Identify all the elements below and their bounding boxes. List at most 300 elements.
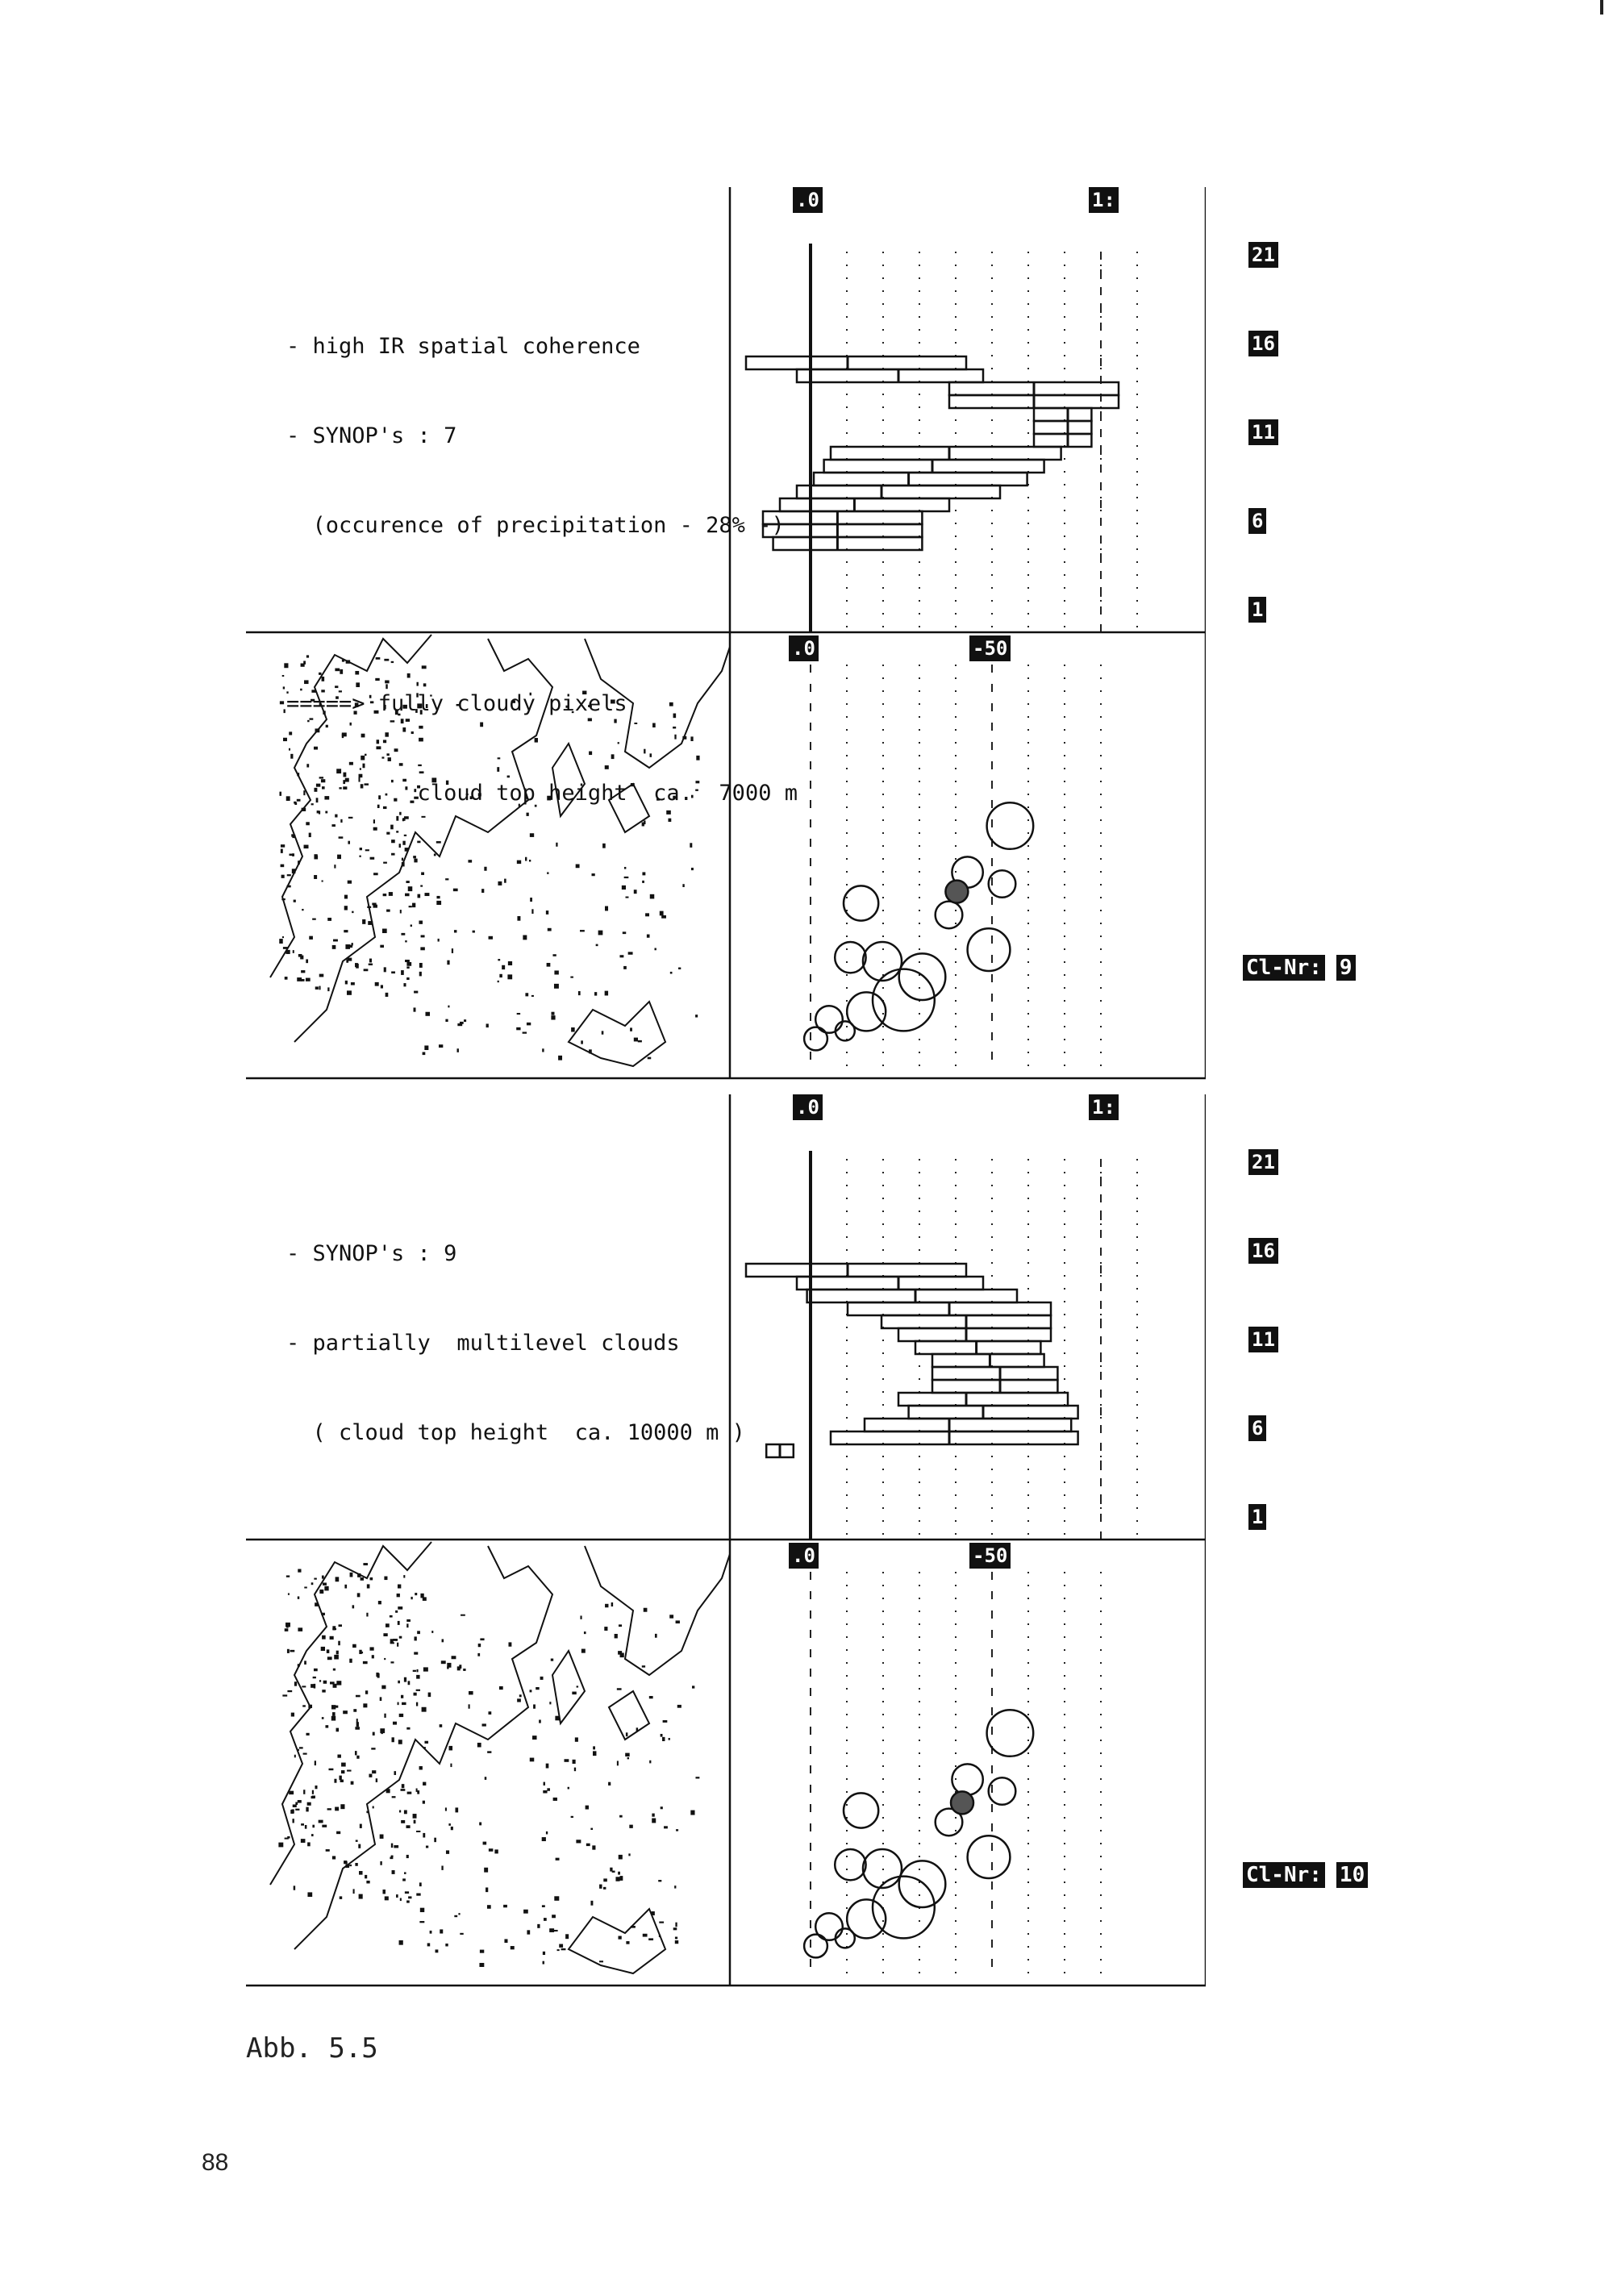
map-speckle [386,1789,390,1793]
map-speckle [477,1743,481,1748]
map-speckle [676,1620,680,1623]
map-speckle [612,1871,615,1873]
cluster-label: Cl-Nr: [1243,955,1325,981]
map-speckle [659,1922,664,1923]
map-speckle [353,1709,356,1712]
bar [797,1277,983,1290]
level-label: 21 [1248,1149,1278,1175]
map-speckle [405,940,406,942]
map-speckle [423,1667,428,1671]
map-speckle [482,1723,486,1726]
scatter-axis-label-right: -50 [969,1543,1011,1569]
map-speckle [477,1653,480,1656]
map-speckle [619,1624,622,1627]
map-speckle [479,1963,484,1967]
scatter-circle [899,1861,946,1907]
map-speckle [297,1749,298,1751]
map-speckle [565,1759,569,1762]
bar-axis-label-right: 1: [1089,187,1119,213]
cluster-number: 10 [1336,1862,1368,1888]
map-speckle [399,1636,402,1639]
map-speckle [400,1898,402,1902]
map-speckle [530,1690,532,1692]
bar [780,498,949,511]
scatter-circle [844,885,878,920]
scatter-circle [836,1021,855,1040]
map-speckle [355,963,358,967]
map-speckle [599,1885,602,1889]
map-speckle [401,933,405,935]
level-label: 1 [1248,597,1266,623]
map-speckle [288,1593,290,1594]
figure-panel-bottom [246,1094,1365,1990]
map-speckle [543,1952,545,1955]
map-speckle [385,1896,389,1900]
map-speckle [426,1846,428,1848]
map-speckle [411,1597,412,1599]
map-speckle [691,868,694,870]
map-speckle [675,1940,678,1944]
map-speckle [574,1768,576,1772]
map-speckle [642,872,645,875]
map-speckle [408,1681,411,1685]
map-speckle [531,995,534,997]
map-speckle [406,1619,411,1622]
map-speckle [378,1601,381,1604]
map-speckle [652,1819,656,1823]
map-speckle [319,974,324,977]
map-speckle [420,947,424,950]
map-speckle [356,1756,359,1759]
map-speckle [306,978,311,981]
map-speckle [303,1753,307,1755]
bar [909,1406,1078,1419]
map-speckle [436,1949,439,1952]
map-speckle [334,1655,339,1660]
scatter-circle [968,928,1011,971]
map-speckle [659,1935,661,1937]
map-speckle [678,968,681,969]
map-speckle [282,675,285,677]
map-speckle [408,886,413,891]
map-speckle [695,1777,699,1778]
map-speckle [542,1905,545,1907]
map-speckle [380,1697,382,1701]
map-speckle [486,1887,488,1892]
map-speckle [552,1012,555,1015]
map-speckle [290,1650,294,1652]
map-speckle [551,1659,553,1661]
map-speckle [464,1019,466,1022]
map-speckle [439,1044,443,1048]
map-speckle [298,1800,302,1803]
map-speckle [365,1875,367,1878]
map-speckle [661,1734,663,1737]
map-speckle [445,1807,447,1811]
map-speckle [298,954,302,957]
scatter-circle [844,1793,878,1827]
map-speckle [454,1915,457,1917]
map-speckle [441,1865,443,1869]
map-speckle [285,1628,289,1631]
map-speckle [363,1661,368,1664]
map-speckle [373,873,378,875]
map-speckle [414,1652,418,1654]
map-speckle [344,1861,347,1862]
map-speckle [345,1864,349,1868]
map-speckle [647,935,650,938]
map-speckle [369,1774,372,1777]
map-speckle [453,889,458,892]
map-speckle [620,1652,624,1657]
map-speckle [655,1634,657,1638]
map-speckle [620,1876,623,1881]
bar [797,485,1000,498]
map-speckle [392,1796,396,1798]
map-speckle [645,913,649,916]
bar [1034,421,1091,434]
map-speckle [361,1577,364,1581]
map-speckle [322,1825,327,1827]
map-speckle [404,1677,406,1682]
map-speckle [581,1649,586,1653]
map-speckle [359,1871,363,1875]
map-speckle [306,1807,308,1812]
map-speckle [542,1837,546,1841]
bar-plot [746,356,1119,550]
level-label: 21 [1248,242,1278,268]
map-speckle [362,919,365,924]
map-speckle [307,1802,311,1806]
bar [915,1341,1040,1354]
annotation-line: - SYNOP's : 7 [286,423,457,448]
map-speckle [382,929,387,934]
map-speckle [356,1840,358,1841]
map-speckle [546,1764,549,1769]
map-speckle [404,1810,407,1814]
map-speckle [396,1894,398,1898]
cluster-label-group [1243,1862,1368,1888]
map-speckle [393,1639,398,1641]
map-speckle [336,1728,340,1732]
map-speckle [391,1844,393,1848]
map-speckle [291,1713,294,1717]
map-speckle [669,1738,670,1740]
map-speckle [392,1737,394,1742]
map-speckle [386,1623,390,1627]
map-speckle [629,1825,632,1828]
map-speckle [447,960,449,965]
map-speckle [540,1677,544,1680]
map-speckle [523,935,527,940]
map-speckle [349,1865,352,1866]
map-speckle [319,986,321,990]
map-speckle [386,993,389,997]
scatter-axis-label-left: .0 [789,635,819,661]
map-speckle [546,1831,548,1835]
map-speckle [406,1900,410,1902]
map-speckle [622,885,626,890]
map-speckle [402,1702,406,1705]
bar [932,1354,1044,1367]
map-speckle [690,1811,694,1815]
map-speckle [332,945,336,949]
map-speckle [544,1918,547,1921]
map-speckle [294,900,296,902]
map-speckle [479,1822,481,1825]
map-speckle [416,1831,420,1832]
map-speckle [348,881,352,884]
map-speckle [649,1696,653,1698]
map-speckle [571,1027,575,1032]
panel-annotation [286,1179,745,1507]
map-speckle [345,981,348,985]
map-speckle [489,1848,494,1852]
map-speckle [445,1019,448,1022]
map-speckle [549,1928,554,1932]
map-speckle [627,1757,629,1759]
map-speckle [345,944,350,949]
map-speckle [625,897,628,898]
map-speckle [662,1737,665,1741]
map-speckle [315,1786,317,1789]
scatter-circle [936,902,963,929]
map-speckle [391,1856,394,1857]
map-speckle [631,1926,636,1928]
map-speckle [384,1714,386,1718]
map-speckle [327,1649,330,1653]
map-speckle [279,792,281,796]
scatter-circle-shaded [951,1791,973,1814]
map-speckle [405,960,410,962]
map-speckle [390,1642,394,1644]
map-speckle [298,1569,301,1573]
map-speckle [352,1605,355,1608]
map-speckle [336,1651,339,1655]
map-speckle [503,1905,507,1907]
scatter-circle [899,953,946,1000]
map-speckle [628,952,633,954]
map-speckle [536,1687,539,1690]
map-speckle [424,1741,428,1744]
map-speckle [383,1633,387,1636]
map-speckle [605,991,608,996]
map-speckle [302,909,303,910]
map-speckle [460,1022,464,1024]
map-speckle [287,1690,292,1692]
map-speckle [370,1577,373,1580]
map-speckle [581,1040,583,1044]
map-speckle [289,1791,294,1794]
map-speckle [638,1040,642,1043]
map-speckle [343,1711,348,1714]
map-speckle [398,1621,400,1625]
map-speckle [400,910,402,913]
map-speckle [367,906,371,908]
map-speckle [398,1740,402,1744]
map-speckle [417,1669,419,1672]
map-speckle [286,950,290,954]
map-speckle [282,936,284,938]
panel-annotation [286,272,798,868]
annotation-line: =====> fully cloudy pixels [286,691,627,716]
map-speckle [366,1613,368,1617]
map-speckle [319,1820,323,1823]
map-speckle [603,1887,606,1890]
map-speckle [608,1782,611,1786]
map-speckle [347,990,352,994]
map-speckle [436,901,441,905]
map-speckle [287,874,291,876]
map-speckle [352,911,353,913]
map-speckle [424,893,429,896]
map-speckle [307,1892,312,1897]
map-speckle [302,1705,306,1706]
map-speckle [390,1615,393,1618]
map-speckle [341,1770,344,1773]
map-speckle [332,1856,336,1859]
map-speckle [355,1863,357,1866]
map-speckle [554,984,559,989]
map-speckle [487,1905,491,1909]
scatter-circle [804,1935,827,1958]
figure-caption: Abb. 5.5 [246,2032,378,2065]
map-speckle [307,1842,311,1846]
map-speckle [619,955,623,957]
map-speckle [390,1661,394,1663]
map-speckle [407,1792,412,1794]
map-speckle [658,1880,661,1881]
map-speckle [619,1815,623,1818]
map-speckle [339,1776,341,1780]
page-number: 88 [202,2149,229,2176]
map-speckle [423,1747,426,1748]
map-speckle [301,1823,304,1826]
map-speckle [572,1692,576,1695]
map-speckle [393,1722,397,1725]
map-speckle [349,1659,352,1663]
scatter-circle [987,1710,1034,1756]
map-speckle [591,873,594,876]
map-speckle [442,1639,444,1642]
map-speckle [395,1611,398,1613]
map-speckle [436,896,440,898]
map-speckle [355,1727,360,1730]
map-speckle [339,1624,342,1627]
map-speckle [314,1578,316,1580]
map-speckle [330,1681,335,1684]
map-speckle [372,1770,376,1773]
map-speckle [661,1806,663,1809]
map-speckle [336,1831,340,1834]
map-speckle [577,1686,579,1687]
map-speckle [409,906,412,907]
bar [746,356,966,369]
map-speckle [353,1889,355,1894]
scatter-circle [835,942,865,973]
map-speckle [451,1827,453,1830]
map-speckle [314,1684,315,1689]
map-speckle [282,1694,287,1696]
map-speckle [390,1639,394,1643]
map-speckle [660,911,664,916]
map-speckle [351,1781,354,1785]
map-speckle [504,1939,507,1943]
map-speckle [294,1886,295,1890]
map-speckle [413,1814,417,1819]
map-speckle [460,1933,463,1935]
map-speckle [419,1882,422,1886]
map-speckle [334,1779,336,1783]
map-speckle [280,701,284,704]
bar [773,537,923,550]
map-speckle [386,910,390,912]
map-speckle [547,1788,550,1790]
map-speckle [575,1737,578,1741]
map-speckle [306,1733,309,1736]
map-speckle [498,959,500,960]
map-speckle [312,919,316,920]
map-speckle [281,844,285,847]
map-speckle [380,1728,385,1733]
map-speckle [284,709,286,713]
bar-axis-label-left: .0 [793,187,823,213]
bar [807,1290,1017,1302]
bar [814,473,1027,485]
map-speckle [480,1950,484,1953]
map-speckle [419,963,423,968]
map-speckle [298,1627,302,1631]
map-speckle [301,1839,306,1843]
map-speckle [348,958,352,961]
map-speckle [448,1006,449,1008]
annotation-line: - SYNOP's : 9 [286,1241,457,1266]
map-speckle [351,982,355,985]
map-speckle [375,982,379,986]
map-speckle [336,1681,341,1685]
bar [932,1380,1057,1393]
bar [865,1419,1071,1431]
map-speckle [408,1896,411,1898]
map-speckle [576,1840,581,1843]
map-speckle [290,1810,294,1814]
map-speckle [406,1623,408,1627]
map-speckle [312,1790,314,1794]
map-speckle [469,1704,470,1708]
map-speckle [452,1656,456,1659]
map-speckle [322,1576,324,1579]
map-speckle [419,972,422,977]
map-speckle [321,1613,325,1615]
map-speckle [322,1717,324,1719]
map-speckle [419,1921,424,1923]
map-speckle [298,1596,299,1598]
map-speckle [617,1688,622,1690]
map-speckle [580,930,585,931]
bar [898,1393,1068,1406]
map-speckle [356,1695,361,1698]
map-speckle [573,1760,576,1764]
map-speckle [420,1908,424,1912]
map-speckle [399,1940,403,1945]
map-speckle [330,1636,334,1640]
map-speckle [578,991,581,995]
map-speckle [293,950,294,953]
map-speckle [363,1703,367,1707]
map-speckle [602,1031,604,1034]
map-speckle [650,894,654,899]
map-speckle [405,1891,409,1894]
